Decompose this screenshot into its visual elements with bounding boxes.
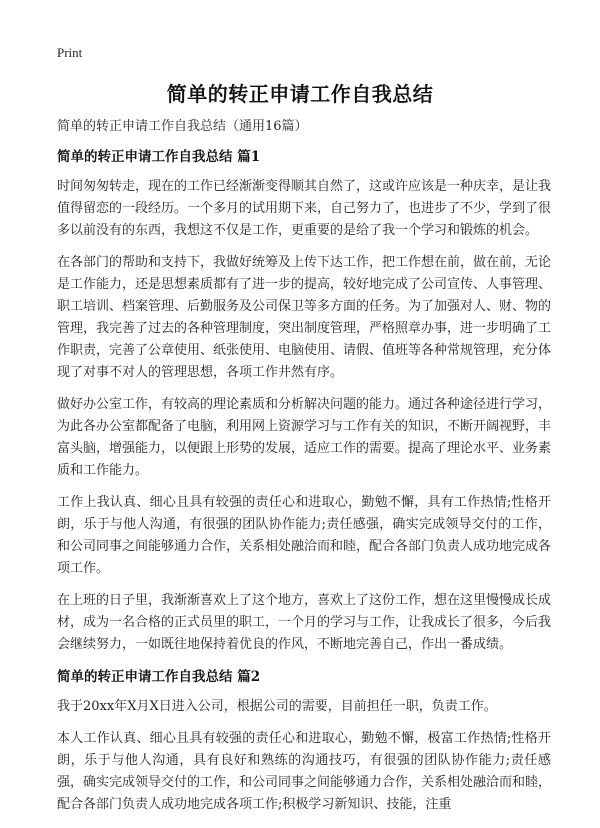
document-subtitle: 简单的转正申请工作自我总结（通用16篇） bbox=[57, 119, 308, 134]
document-title: 简单的转正申请工作自我总结 bbox=[166, 82, 434, 106]
paragraph: 在上班的日子里，我渐渐喜欢上了这个地方，喜欢上了这份工作，想在这里慢慢成长成材，成为一名合格的正式员里的职工，一个月的学习与工作，让我成长了很多，今后我会继续努力，一如既往地保持着优良的作风，不断地完善自己，作出一番成绩。 bbox=[57, 593, 552, 652]
document-body bbox=[57, 116, 551, 826]
paragraph: 本人工作认真、细心且具有较强的责任心和进取心，勤勉不懈，极富工作热情;性格开朗，乐于与他人沟通，具有良好和熟练的沟通技巧，有很强的团队协作能力;责任感强，确实完成领导交付的工作，和公司同事之间能够通力合作，关系相处融洽而和睦，配合各部门负责人成功地完成各项工作;积极学习新知识、技能，注重 bbox=[57, 731, 552, 812]
print-link[interactable]: Print bbox=[57, 45, 83, 60]
section-1 bbox=[57, 146, 551, 656]
paragraph: 工作上我认真、细心且具有较强的责任心和进取心，勤勉不懈，具有工作热情;性格开朗，乐于与他人沟通，有很强的团队协作能力;责任感强，确实完成领导交付的工作，和公司同事之间能够通力合作，关系相处融洽而和睦，配合各部门负责人成功地完成各项工作。 bbox=[57, 495, 552, 576]
section-heading: 简单的转正申请工作自我总结 篇1 bbox=[57, 149, 261, 165]
paragraph: 在各部门的帮助和支持下，我做好统筹及上传下达工作，把工作想在前，做在前，无论是工作能力，还是思想素质都有了进一步的提高，较好地完成了公司宣传、人事管理、职工培训、档案管理、后勤服务及公司保卫等多方面的任务。为了加强对人、财、物的管理，我完善了过去的各种管理制度，突出制度管理，严格照章办事，进一步明确了工作职责，完善了公章使用、纸张使用、电脑使用、请假、值班等各种常规管理，充分体现了对事不对人的管理思想，各项工作井然有序。 bbox=[57, 255, 552, 380]
paragraph: 我于20xx年X月X日进入公司，根据公司的需要，目前担任一职，负责工作。 bbox=[57, 699, 497, 714]
section-2 bbox=[57, 666, 551, 816]
paragraph: 做好办公室工作，有较高的理论素质和分析解决问题的能力。通过各种途径进行学习，为此各办公室都配备了电脑，利用网上资源学习与工作有关的知识，不断开阔视野，丰富头脑，增强能力，以便跟上形势的发展，适应工作的需要。提高了理论水平、业务素质和工作能力。 bbox=[57, 397, 552, 478]
section-heading: 简单的转正申请工作自我总结 篇2 bbox=[57, 669, 261, 685]
paragraph: 时间匆匆转走，现在的工作已经渐渐变得顺其自然了，这或许应该是一种庆幸，是让我值得留恋的一段经历。一个多月的试用期下来，自己努力了，也进步了不少，学到了很多以前没有的东西，我想这不仅是工作，更重要的是给了我一个学习和锻炼的机会。 bbox=[57, 179, 552, 238]
